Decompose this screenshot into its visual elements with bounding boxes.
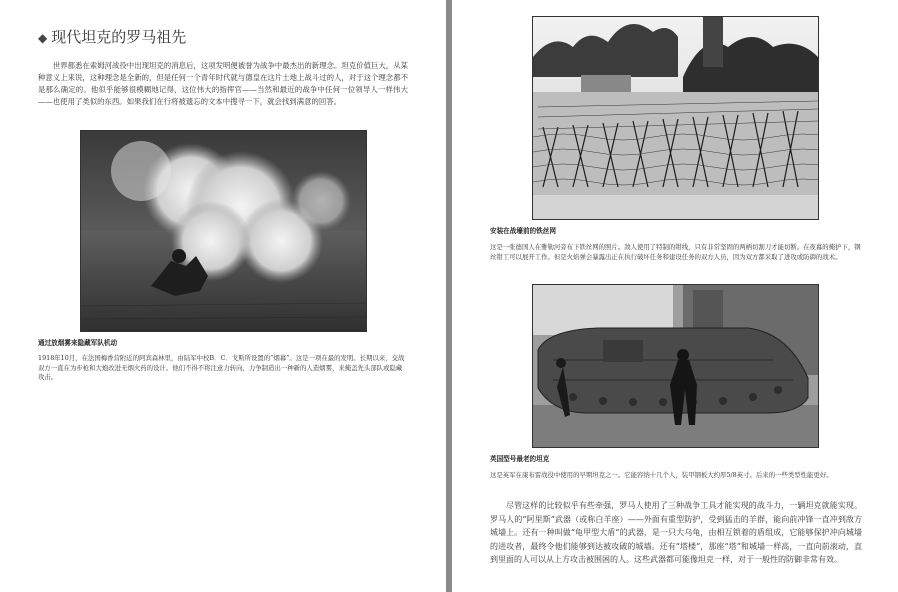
section-heading [38,26,186,47]
smoke-photo-caption: 1918年10月，在法国梅香营附近的阿宾森林里，由陆军中校B．C．戈斯所设置的“烟幕”。这是一项在最的发明。长期以来，交战双方一直在为步枪和大炮改进无烟火药的设计。他们不得不将注意力转向，力争制造出一种新的人造烟雾，来掩盖先头部队或隐藏攻击。 [38,354,405,382]
tank-photo [532,284,819,448]
main-paragraph: 尽管这样的比较似乎有些牵强，罗马人使用了三种战争工具才能实现的战斗力，一辆坦克就能实现。罗马人的“阿里斯”武器（或称白羊座）——外面有重型防护，受到猛击的羊群，能向前冲锋一直冲到敌方城墙上。还有一种叫做“龟甲型大盾”的武器，是一只大乌龟，由相互锁着的盾组成，它能够保护冲向城墙的进攻者，最终令他们能够到达被攻破的城墙。还有“塔楼”，那座“塔”和城墙一样高，一直向前滚动，直到里面的人可以从上方攻击被围困的人。这些武器都可能像坦克一样，对于一般性的防御非常有效。 [490,501,862,565]
section-heading-text: 现代坦克的罗马祖先 [51,28,187,46]
tank-caption-title: 英国型号最老的坦克 [490,455,550,463]
intro-paragraph: 世界都悉在索姆河战役中出现坦克的消息后，这项发明便被誉为战争中最杰出的新理念。坦克价值巨大，从某种意义上来说，这种理念是全新的，但是任何一个青年时代就与德皇在这片土地上战斗过的人，对于这个理念都不是那么确定的。他似乎能够很模糊地记得，这位伟大的指挥官——当然和最近的战争中任何一位领导人一样伟大——也使用了类似的东西。如果我们在行将被遗忘的文本中搜寻一下，就会找到满意的回答。 [38,61,408,106]
diamond-bullet-icon: ◆ [38,31,48,45]
tank-caption: 这是英军在康布雷战役中使用的早期坦克之一。它能容纳十几个人，装甲钢板大约厚5/8英寸。后来的一些类型性能更好。 [490,471,833,479]
right-page [452,0,898,592]
barbed-wire-caption: 这是一张德国人在雅勒河旁布下铁丝网的照片。敌人使用了特制的钳线，只有非常坚固的两柄切割刀才能切断。在夜幕的掩护下，钢丝钳工可以展开工作。但是火焰弹会暴露出正在执行破坏任务和建设任务的双方人员，因为双方都采取了进攻或防御的战术。 [490,243,861,261]
smoke-screen-photo [80,130,367,332]
barbed-wire-caption-title: 安装在战壕前的铁丝网 [490,227,556,235]
smoke-photo-caption-title: 通过放烟雾来隐藏军队机动 [38,339,118,347]
left-page [0,0,446,592]
barbed-wire-photo [532,16,819,220]
